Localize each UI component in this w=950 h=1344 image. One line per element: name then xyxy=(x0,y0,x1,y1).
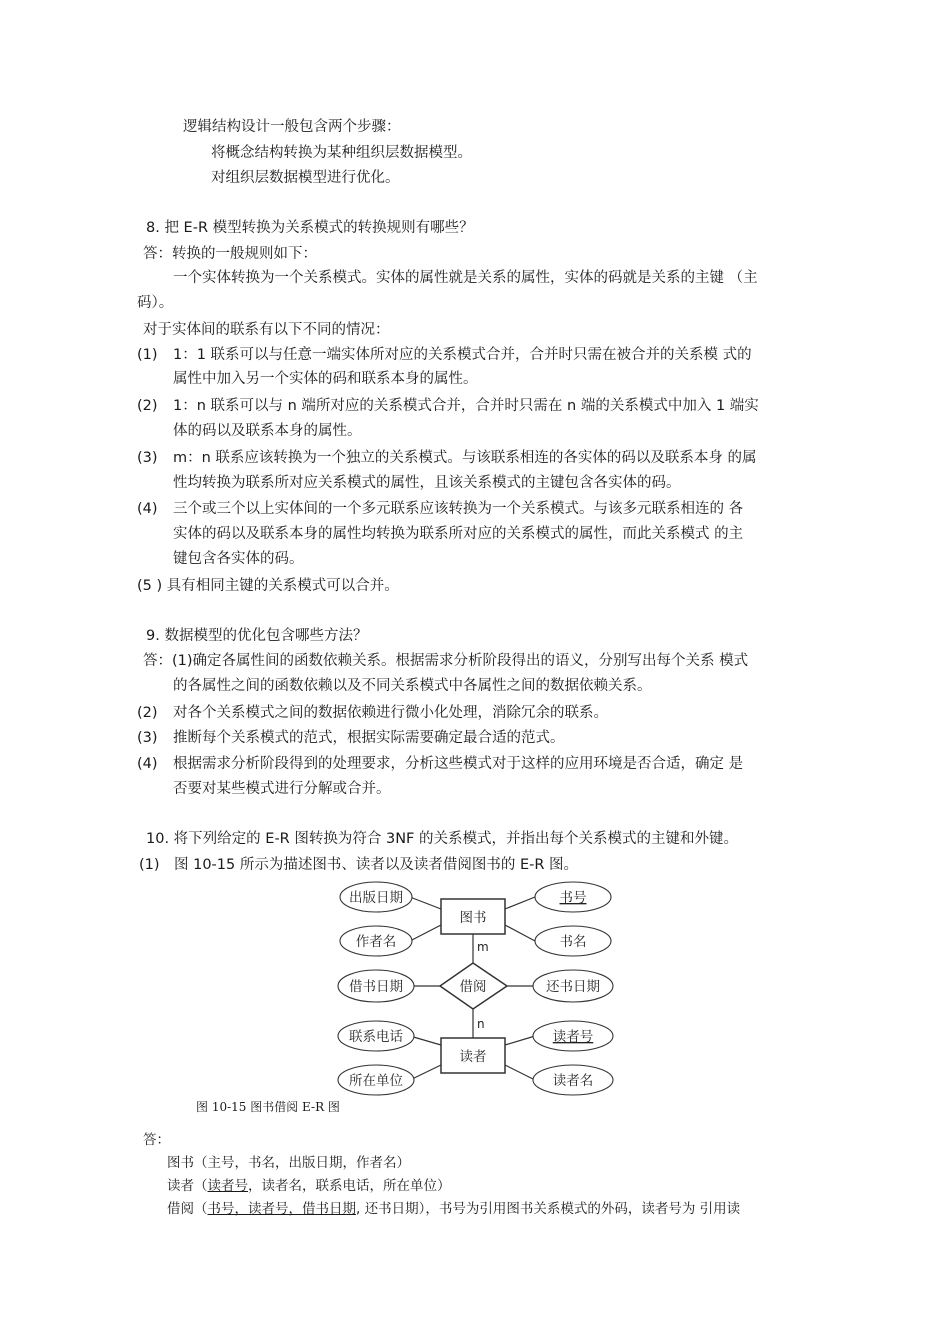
attr-pub-date: 出版日期 xyxy=(349,890,403,906)
logic-step-1: 将概念结构转换为某种组织层数据模型。 xyxy=(211,145,472,161)
q8-item-4-line-3: 键包含各实体的码。 xyxy=(173,551,304,567)
attr-book-no: 书号 xyxy=(559,890,587,906)
q9-item-2-line-1: 对各个关系模式之间的数据依赖进行微小化处理，消除冗余的联系。 xyxy=(173,705,608,721)
q9-answer-line-1: 答：(1)确定各属性间的函数依赖关系。根据需求分析阶段得出的语义，分别写出每个关系 模式 xyxy=(143,653,749,669)
logic-intro: 逻辑结构设计一般包含两个步骤： xyxy=(183,119,401,135)
attr-reader-no: 读者号 xyxy=(552,1029,594,1045)
q9-item-4-number: (4) xyxy=(137,756,158,772)
q10-sub-number: (1) xyxy=(139,857,160,873)
answer-book-relation: 图书（主号，书名，出版日期，作者名） xyxy=(167,1155,410,1171)
borrow-relation-primary-key: 书号，读者号，借书日期 xyxy=(207,1201,356,1217)
q8-question: 8. 把 E-R 模型转换为关系模式的转换规则有哪些？ xyxy=(146,220,474,236)
q9-item-3-line-1: 推断每个关系模式的范式，根据实际需要确定最合适的范式。 xyxy=(173,730,565,746)
q10-question: 10. 将下列给定的 E-R 图转换为符合 3NF 的关系模式，并指出每个关系模式的主键和外键。 xyxy=(146,831,738,847)
figure-caption: 图 10-15 图书借阅 E-R 图 xyxy=(196,1100,340,1114)
attr-book-name: 书名 xyxy=(559,934,587,950)
q9-item-4-line-2: 否要对某些模式进行分解或合并。 xyxy=(173,781,391,797)
q8-item-1-line-2: 属性中加入另一个实体的码和联系本身的属性。 xyxy=(173,371,478,387)
reader-relation-suffix: ，读者名，联系电话，所在单位） xyxy=(248,1178,451,1194)
borrow-relation-suffix: , 还书日期），书号为引用图书关系模式的外码，读者号为 引用读 xyxy=(356,1201,741,1217)
q8-item-3-number: (3) xyxy=(137,450,158,466)
q8-answer-intro: 答：转换的一般规则如下： xyxy=(143,246,317,262)
reader-relation-prefix: 读者（ xyxy=(167,1178,208,1194)
cardinality-m: m xyxy=(477,940,489,954)
q8-item-3-line-2: 性均转换为联系所对应关系模式的属性，且该关系模式的主键包含各实体的码。 xyxy=(173,475,681,491)
q10-sub-text: 图 10-15 所示为描述图书、读者以及读者借阅图书的 E-R 图。 xyxy=(174,857,579,873)
relationship-borrow: 借阅 xyxy=(459,979,487,995)
logic-step-2: 对组织层数据模型进行优化。 xyxy=(211,170,400,186)
reader-relation-primary-key: 读者号 xyxy=(207,1178,248,1194)
q8-cases-intro: 对于实体间的联系有以下不同的情况： xyxy=(143,322,390,338)
attr-unit: 所在单位 xyxy=(349,1073,403,1089)
borrow-relation-prefix: 借阅（ xyxy=(167,1201,208,1217)
attr-phone: 联系电话 xyxy=(349,1029,403,1045)
q8-item-5: (5 ) 具有相同主键的关系模式可以合并。 xyxy=(137,578,399,594)
answer-borrow-relation xyxy=(167,1199,740,1219)
q9-item-4-line-1: 根据需求分析阶段得到的处理要求，分析这些模式对于这样的应用环境是否合适，确定 是 xyxy=(173,756,744,772)
q8-item-2-number: (2) xyxy=(137,398,158,414)
answer-reader-relation xyxy=(167,1176,451,1196)
attr-author: 作者名 xyxy=(355,934,397,950)
q8-item-3-line-1: m：n 联系应该转换为一个独立的关系模式。与该联系相连的各实体的码以及联系本身 的属 xyxy=(173,450,757,466)
q9-item-2-number: (2) xyxy=(137,705,158,721)
q8-item-4-number: (4) xyxy=(137,501,158,517)
answer-label: 答： xyxy=(143,1132,170,1148)
attr-reader-name: 读者名 xyxy=(552,1073,594,1089)
q8-rule-line-1: 一个实体转换为一个关系模式。实体的属性就是关系的属性，实体的码就是关系的主键 （主 xyxy=(173,270,758,286)
attr-return-date: 还书日期 xyxy=(546,979,600,995)
q9-question: 9. 数据模型的优化包含哪些方法？ xyxy=(146,628,368,644)
entity-book: 图书 xyxy=(459,910,487,926)
q9-answer-line-2: 的各属性之间的函数依赖以及不同关系模式中各属性之间的数据依赖关系。 xyxy=(173,678,652,694)
q9-item-3-number: (3) xyxy=(137,730,158,746)
q8-item-1-line-1: 1：1 联系可以与任意一端实体所对应的关系模式合并，合并时只需在被合并的关系模 式的 xyxy=(173,347,752,363)
q8-item-4-line-1: 三个或三个以上实体间的一个多元联系应该转换为一个关系模式。与该多元联系相连的 各 xyxy=(173,501,744,517)
q8-item-2-line-2: 体的码以及联系本身的属性。 xyxy=(173,423,362,439)
q8-rule-line-2: 码）。 xyxy=(137,295,174,311)
attr-borrow-date: 借书日期 xyxy=(349,979,403,995)
cardinality-n: n xyxy=(477,1017,485,1031)
q8-item-2-line-1: 1：n 联系可以与 n 端所对应的关系模式合并，合并时只需在 n 端的关系模式中加入 1 端实 xyxy=(173,398,759,414)
q8-item-1-number: (1) xyxy=(137,347,158,363)
entity-reader: 读者 xyxy=(459,1049,487,1065)
q8-item-4-line-2: 实体的码以及联系本身的属性均转换为联系所对应的关系模式的属性，而此关系模式 的主 xyxy=(173,526,744,542)
